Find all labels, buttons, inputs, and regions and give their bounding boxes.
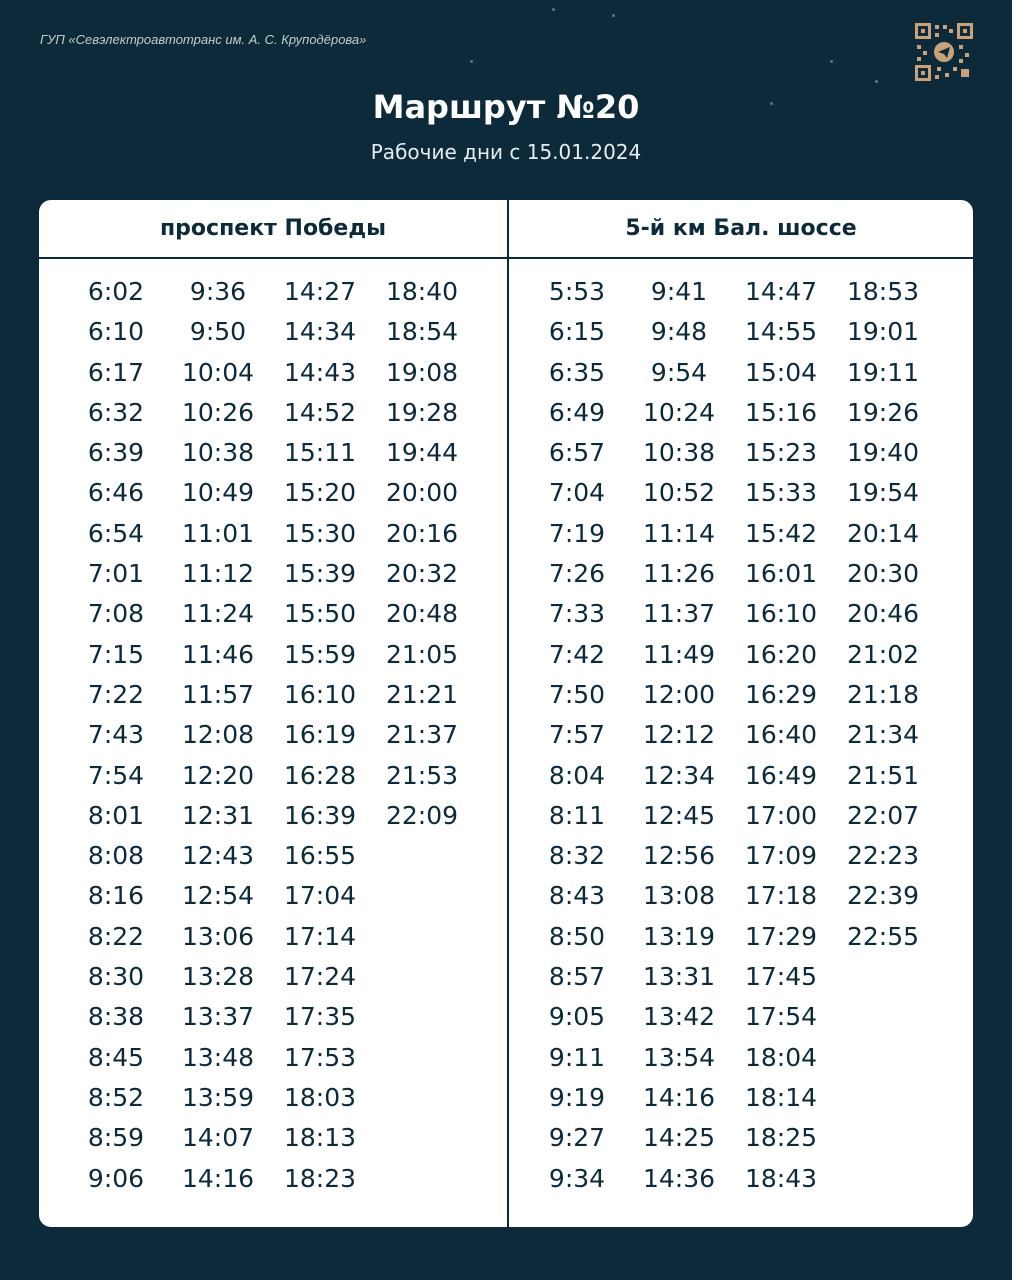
departure-time: 22:09 [385, 800, 459, 830]
departure-time: 22:55 [846, 921, 920, 951]
departure-time: 12:08 [181, 720, 255, 750]
departure-time: 13:54 [642, 1042, 716, 1072]
departure-time: 15:23 [744, 438, 818, 468]
departure-time: 11:24 [181, 599, 255, 629]
departure-time: 9:11 [548, 1042, 606, 1072]
departure-time: 17:14 [283, 921, 357, 951]
departure-time: 14:36 [642, 1163, 716, 1193]
departure-time: 11:14 [642, 518, 716, 548]
departure-time: 15:39 [283, 559, 357, 589]
departure-time: 13:37 [181, 1002, 255, 1032]
departure-time: 9:54 [650, 357, 708, 387]
departure-time: 17:04 [283, 881, 357, 911]
departure-time: 15:50 [283, 599, 357, 629]
departure-time: 17:09 [744, 841, 818, 871]
snow-dot [612, 14, 615, 17]
departure-time: 16:29 [744, 679, 818, 709]
departure-time: 21:37 [385, 720, 459, 750]
departure-time: 21:51 [846, 760, 920, 790]
departure-time: 6:39 [87, 438, 145, 468]
departure-time: 16:20 [744, 639, 818, 669]
departure-time: 21:02 [846, 639, 920, 669]
departure-time: 6:35 [548, 357, 606, 387]
organization-name: ГУП «Севэлектроавтотранс им. А. С. Круподёрова» [40, 32, 367, 47]
departure-time: 12:43 [181, 841, 255, 871]
departure-time: 8:11 [548, 800, 606, 830]
departure-time: 8:08 [87, 841, 145, 871]
departure-time: 19:54 [846, 478, 920, 508]
departure-time: 17:24 [283, 962, 357, 992]
departure-time: 12:56 [642, 841, 716, 871]
departure-time: 11:01 [181, 518, 255, 548]
departure-time: 11:12 [181, 559, 255, 589]
departure-time: 8:38 [87, 1002, 145, 1032]
departure-time: 16:01 [744, 559, 818, 589]
departure-time: 10:38 [642, 438, 716, 468]
departure-time: 13:59 [181, 1082, 255, 1112]
page-title: Маршрут №20 [372, 88, 640, 126]
departure-time: 15:42 [744, 518, 818, 548]
departure-time: 22:23 [846, 841, 920, 871]
departure-time: 9:05 [548, 1002, 606, 1032]
departure-time: 8:04 [548, 760, 606, 790]
departure-time: 7:26 [548, 559, 606, 589]
departure-time: 7:08 [87, 599, 145, 629]
departure-time: 20:14 [846, 518, 920, 548]
departure-time: 7:19 [548, 518, 606, 548]
snow-dot [552, 8, 555, 11]
departure-time: 20:30 [846, 559, 920, 589]
departure-time: 16:55 [283, 841, 357, 871]
departure-time: 18:23 [283, 1163, 357, 1193]
departure-time: 20:16 [385, 518, 459, 548]
departure-time: 18:04 [744, 1042, 818, 1072]
departure-time: 8:57 [548, 962, 606, 992]
departure-time: 13:08 [642, 881, 716, 911]
departure-time: 12:00 [642, 679, 716, 709]
departure-time: 9:06 [87, 1163, 145, 1193]
departure-time: 20:00 [385, 478, 459, 508]
departure-time: 8:16 [87, 881, 145, 911]
column-divider [507, 200, 509, 1227]
departure-time: 6:57 [548, 438, 606, 468]
departure-time: 14:47 [744, 277, 818, 306]
departure-time: 7:54 [87, 760, 145, 790]
departure-time: 7:22 [87, 679, 145, 709]
departure-time: 14:52 [283, 397, 357, 427]
departure-time: 22:07 [846, 800, 920, 830]
departure-time: 8:43 [548, 881, 606, 911]
departure-time: 18:14 [744, 1082, 818, 1112]
departure-times-right [526, 272, 934, 1199]
departure-time: 17:18 [744, 881, 818, 911]
departure-time: 17:29 [744, 921, 818, 951]
departure-time: 21:34 [846, 720, 920, 750]
departure-time: 14:43 [283, 357, 357, 387]
departure-time: 6:32 [87, 397, 145, 427]
departure-time: 10:26 [181, 397, 255, 427]
stop-header-right: 5-й км Бал. шоссе [625, 216, 857, 241]
departure-time: 20:46 [846, 599, 920, 629]
departure-time: 9:34 [548, 1163, 606, 1193]
departure-time: 12:45 [642, 800, 716, 830]
departure-time: 7:43 [87, 720, 145, 750]
departure-time: 8:22 [87, 921, 145, 951]
departure-times-left [65, 272, 473, 1199]
departure-time: 16:49 [744, 760, 818, 790]
qr-code-icon[interactable] [915, 23, 973, 81]
header-divider [39, 257, 973, 259]
departure-time: 20:48 [385, 599, 459, 629]
departure-time: 13:31 [642, 962, 716, 992]
departure-time: 22:39 [846, 881, 920, 911]
departure-time: 19:08 [385, 357, 459, 387]
departure-time: 14:34 [283, 317, 357, 347]
departure-time: 14:27 [283, 277, 357, 306]
departure-time: 8:50 [548, 921, 606, 951]
snow-dot [830, 60, 833, 63]
departure-time: 17:45 [744, 962, 818, 992]
departure-time: 18:40 [385, 277, 459, 306]
departure-time: 10:52 [642, 478, 716, 508]
departure-time: 9:50 [189, 317, 247, 347]
departure-time: 9:41 [650, 277, 708, 306]
departure-time: 16:40 [744, 720, 818, 750]
departure-time: 20:32 [385, 559, 459, 589]
departure-time: 13:28 [181, 962, 255, 992]
departure-time: 19:01 [846, 317, 920, 347]
departure-time: 10:38 [181, 438, 255, 468]
departure-time: 19:11 [846, 357, 920, 387]
departure-time: 17:35 [283, 1002, 357, 1032]
departure-time: 6:46 [87, 478, 145, 508]
departure-time: 11:26 [642, 559, 716, 589]
departure-time: 21:05 [385, 639, 459, 669]
departure-time: 21:21 [385, 679, 459, 709]
departure-time: 6:02 [87, 277, 145, 306]
departure-time: 9:48 [650, 317, 708, 347]
departure-time: 18:54 [385, 317, 459, 347]
departure-time: 13:42 [642, 1002, 716, 1032]
departure-time: 12:54 [181, 881, 255, 911]
departure-time: 17:54 [744, 1002, 818, 1032]
departure-time: 11:49 [642, 639, 716, 669]
departure-time: 10:04 [181, 357, 255, 387]
departure-time: 7:04 [548, 478, 606, 508]
departure-time: 14:55 [744, 317, 818, 347]
departure-time: 7:33 [548, 599, 606, 629]
departure-time: 15:33 [744, 478, 818, 508]
departure-time: 15:04 [744, 357, 818, 387]
departure-time: 15:16 [744, 397, 818, 427]
departure-time: 21:18 [846, 679, 920, 709]
departure-time: 14:16 [642, 1082, 716, 1112]
departure-time: 16:39 [283, 800, 357, 830]
departure-time: 19:44 [385, 438, 459, 468]
departure-time: 6:10 [87, 317, 145, 347]
departure-time: 18:53 [846, 277, 920, 306]
departure-time: 14:25 [642, 1123, 716, 1153]
departure-time: 18:25 [744, 1123, 818, 1153]
departure-time: 7:42 [548, 639, 606, 669]
page-subtitle: Рабочие дни с 15.01.2024 [370, 140, 642, 164]
schedule-card [39, 200, 973, 1227]
departure-time: 8:45 [87, 1042, 145, 1072]
snow-dot [470, 60, 473, 63]
departure-time: 7:57 [548, 720, 606, 750]
departure-time: 18:13 [283, 1123, 357, 1153]
departure-time: 16:10 [283, 679, 357, 709]
departure-time: 17:53 [283, 1042, 357, 1072]
departure-time: 18:43 [744, 1163, 818, 1193]
departure-time: 9:27 [548, 1123, 606, 1153]
departure-time: 21:53 [385, 760, 459, 790]
departure-time: 9:36 [189, 277, 247, 306]
departure-time: 6:15 [548, 317, 606, 347]
departure-time: 6:49 [548, 397, 606, 427]
departure-time: 6:54 [87, 518, 145, 548]
departure-time: 7:15 [87, 639, 145, 669]
departure-time: 12:20 [181, 760, 255, 790]
departure-time: 19:28 [385, 397, 459, 427]
departure-time: 13:48 [181, 1042, 255, 1072]
departure-time: 8:01 [87, 800, 145, 830]
departure-time: 15:30 [283, 518, 357, 548]
departure-time: 8:59 [87, 1123, 145, 1153]
departure-time: 13:06 [181, 921, 255, 951]
departure-time: 10:49 [181, 478, 255, 508]
departure-time: 11:46 [181, 639, 255, 669]
departure-time: 15:59 [283, 639, 357, 669]
departure-time: 15:20 [283, 478, 357, 508]
departure-time: 14:16 [181, 1163, 255, 1193]
departure-time: 9:19 [548, 1082, 606, 1112]
departure-time: 19:40 [846, 438, 920, 468]
departure-time: 13:19 [642, 921, 716, 951]
departure-time: 8:32 [548, 841, 606, 871]
departure-time: 10:24 [642, 397, 716, 427]
departure-time: 12:34 [642, 760, 716, 790]
departure-time: 16:10 [744, 599, 818, 629]
departure-time: 11:37 [642, 599, 716, 629]
departure-time: 16:28 [283, 760, 357, 790]
departure-time: 8:52 [87, 1082, 145, 1112]
departure-time: 12:12 [642, 720, 716, 750]
departure-time: 14:07 [181, 1123, 255, 1153]
departure-time: 6:17 [87, 357, 145, 387]
stop-header-left: проспект Победы [159, 216, 387, 241]
departure-time: 15:11 [283, 438, 357, 468]
departure-time: 12:31 [181, 800, 255, 830]
departure-time: 11:57 [181, 679, 255, 709]
departure-time: 18:03 [283, 1082, 357, 1112]
departure-time: 7:50 [548, 679, 606, 709]
snow-dot [875, 80, 878, 83]
departure-time: 5:53 [548, 277, 606, 306]
departure-time: 8:30 [87, 962, 145, 992]
departure-time: 19:26 [846, 397, 920, 427]
departure-time: 16:19 [283, 720, 357, 750]
departure-time: 17:00 [744, 800, 818, 830]
departure-time: 7:01 [87, 559, 145, 589]
